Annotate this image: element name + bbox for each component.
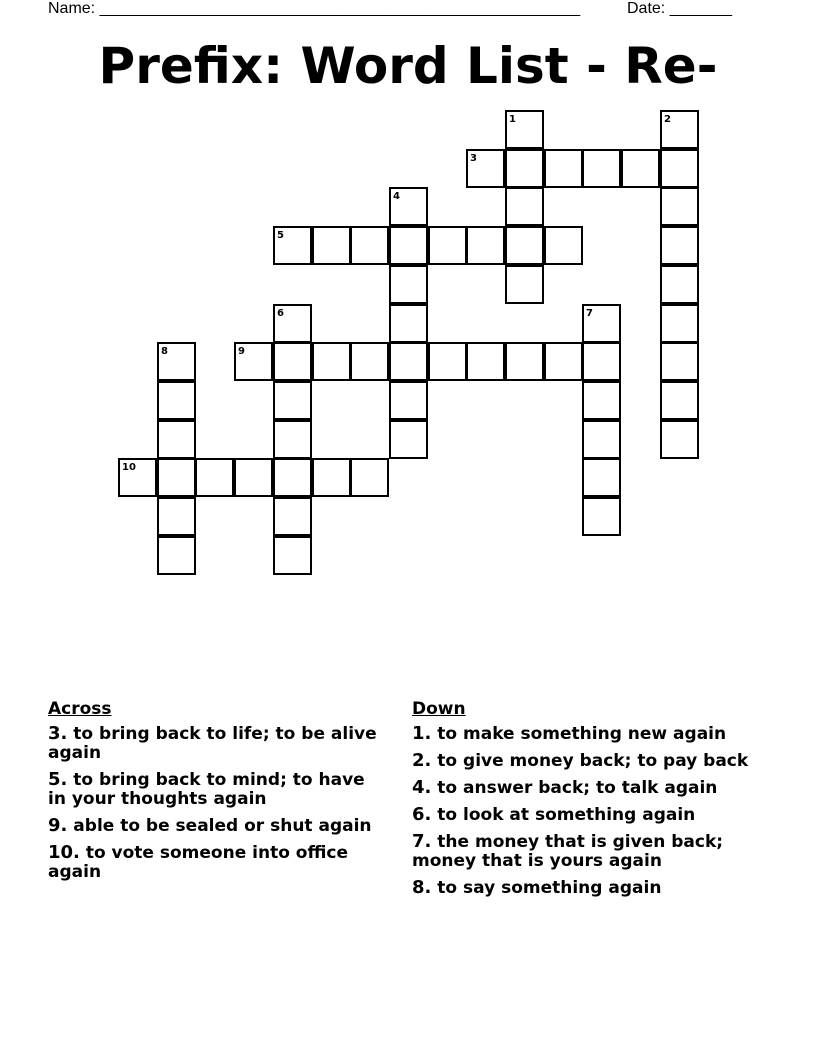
- clue-number: 4.: [412, 777, 432, 798]
- crossword-cell[interactable]: [273, 497, 312, 536]
- crossword-cell[interactable]: [157, 536, 196, 575]
- clue-text: to answer back; to talk again: [437, 778, 718, 798]
- crossword-cell[interactable]: [582, 458, 621, 497]
- crossword-cell[interactable]: [273, 304, 312, 343]
- page-title: Prefix: Word List - Re-: [98, 37, 718, 95]
- crossword-cell[interactable]: [157, 458, 196, 497]
- clue-item: [412, 832, 772, 871]
- clue-number: 1.: [412, 723, 432, 744]
- crossword-cell[interactable]: [660, 187, 699, 226]
- clue-number-label: 7: [586, 308, 593, 319]
- crossword-cell[interactable]: [157, 381, 196, 420]
- crossword-cell[interactable]: [273, 381, 312, 420]
- crossword-cell[interactable]: [466, 342, 505, 381]
- crossword-cell[interactable]: [505, 149, 544, 188]
- clue-text: able to be sealed or shut again: [73, 816, 372, 836]
- across-heading: Across: [48, 699, 112, 719]
- crossword-cell[interactable]: [273, 342, 312, 381]
- clue-text: to give money back; to pay back: [437, 751, 749, 771]
- clue-text: to look at something again: [437, 805, 696, 825]
- crossword-cell[interactable]: [350, 226, 389, 265]
- clue-number-label: 2: [664, 114, 671, 125]
- clue-item: [48, 724, 388, 763]
- crossword-cell[interactable]: [273, 420, 312, 459]
- clue-number: 5.: [48, 769, 68, 790]
- clue-item: [412, 778, 772, 798]
- crossword-cell[interactable]: [312, 342, 351, 381]
- clue-number: 7.: [412, 831, 432, 852]
- crossword-cell[interactable]: [118, 458, 157, 497]
- down-clues: [412, 700, 772, 905]
- crossword-cell[interactable]: [582, 420, 621, 459]
- clue-text: to make something new again: [437, 724, 727, 744]
- crossword-cell[interactable]: [505, 342, 544, 381]
- clue-item: [412, 805, 772, 825]
- crossword-cell[interactable]: [389, 226, 428, 265]
- crossword-cell[interactable]: [389, 265, 428, 304]
- clue-number: 6.: [412, 804, 432, 825]
- crossword-cell[interactable]: [350, 342, 389, 381]
- crossword-cell[interactable]: [660, 265, 699, 304]
- crossword-cell[interactable]: [428, 342, 467, 381]
- crossword-cell[interactable]: [234, 458, 273, 497]
- crossword-cell[interactable]: [505, 265, 544, 304]
- date-field-label: Date: _______: [627, 0, 732, 17]
- crossword-cell[interactable]: [466, 226, 505, 265]
- name-field-label: Name: ______________________________________________________: [48, 0, 581, 17]
- clue-number-label: 6: [277, 308, 284, 319]
- crossword-cell[interactable]: [195, 458, 234, 497]
- clue-number: 10.: [48, 842, 80, 863]
- clue-number-label: 5: [277, 230, 284, 241]
- crossword-cell[interactable]: [389, 304, 428, 343]
- down-heading: Down: [412, 699, 466, 719]
- crossword-cell[interactable]: [582, 342, 621, 381]
- crossword-cell[interactable]: [544, 226, 583, 265]
- clue-number-label: 1: [509, 114, 516, 125]
- crossword-cell[interactable]: [582, 381, 621, 420]
- clue-text: the money that is given back; money that is yours again: [412, 832, 724, 871]
- crossword-cell[interactable]: [660, 420, 699, 459]
- clue-item: [48, 770, 388, 809]
- clue-number-label: 8: [161, 346, 168, 357]
- clue-text: to say something again: [437, 878, 662, 898]
- crossword-cell[interactable]: [312, 226, 351, 265]
- across-clues: [48, 700, 388, 889]
- crossword-cell[interactable]: [660, 226, 699, 265]
- crossword-cell[interactable]: [234, 342, 273, 381]
- clue-number: 8.: [412, 877, 432, 898]
- crossword-cell[interactable]: [273, 536, 312, 575]
- crossword-cell[interactable]: [157, 497, 196, 536]
- crossword-cell[interactable]: [621, 149, 660, 188]
- clue-item: [412, 724, 772, 744]
- crossword-cell[interactable]: [157, 420, 196, 459]
- clue-item: [48, 816, 388, 836]
- clue-text: to bring back to life; to be alive again: [48, 724, 377, 763]
- crossword-cell[interactable]: [582, 304, 621, 343]
- clue-number-label: 10: [122, 462, 136, 473]
- clue-number-label: 3: [470, 153, 477, 164]
- clue-item: [48, 843, 388, 882]
- clue-number: 9.: [48, 815, 68, 836]
- crossword-cell[interactable]: [505, 110, 544, 149]
- crossword-cell[interactable]: [428, 226, 467, 265]
- crossword-cell[interactable]: [582, 497, 621, 536]
- crossword-cell[interactable]: [544, 342, 583, 381]
- crossword-cell[interactable]: [389, 187, 428, 226]
- crossword-cell[interactable]: [389, 381, 428, 420]
- crossword-cell[interactable]: [350, 458, 389, 497]
- crossword-cell[interactable]: [312, 458, 351, 497]
- crossword-cell[interactable]: [466, 149, 505, 188]
- clue-number: 3.: [48, 723, 68, 744]
- crossword-cell[interactable]: [273, 226, 312, 265]
- crossword-cell[interactable]: [505, 226, 544, 265]
- clue-number-label: 9: [238, 346, 245, 357]
- clue-number: 2.: [412, 750, 432, 771]
- crossword-cell[interactable]: [505, 187, 544, 226]
- crossword-cell[interactable]: [389, 420, 428, 459]
- clue-number-label: 4: [393, 191, 400, 202]
- crossword-cell[interactable]: [582, 149, 621, 188]
- clue-text: to vote someone into office again: [48, 843, 349, 882]
- crossword-cell[interactable]: [273, 458, 312, 497]
- clue-text: to bring back to mind; to have in your thoughts again: [48, 770, 365, 809]
- crossword-cell[interactable]: [660, 381, 699, 420]
- crossword-cell[interactable]: [660, 110, 699, 149]
- clue-item: [412, 878, 772, 898]
- clue-item: [412, 751, 772, 771]
- crossword-cell[interactable]: [157, 342, 196, 381]
- crossword-cell[interactable]: [660, 304, 699, 343]
- crossword-cell[interactable]: [660, 342, 699, 381]
- crossword-cell[interactable]: [544, 149, 583, 188]
- crossword-cell[interactable]: [389, 342, 428, 381]
- crossword-cell[interactable]: [660, 149, 699, 188]
